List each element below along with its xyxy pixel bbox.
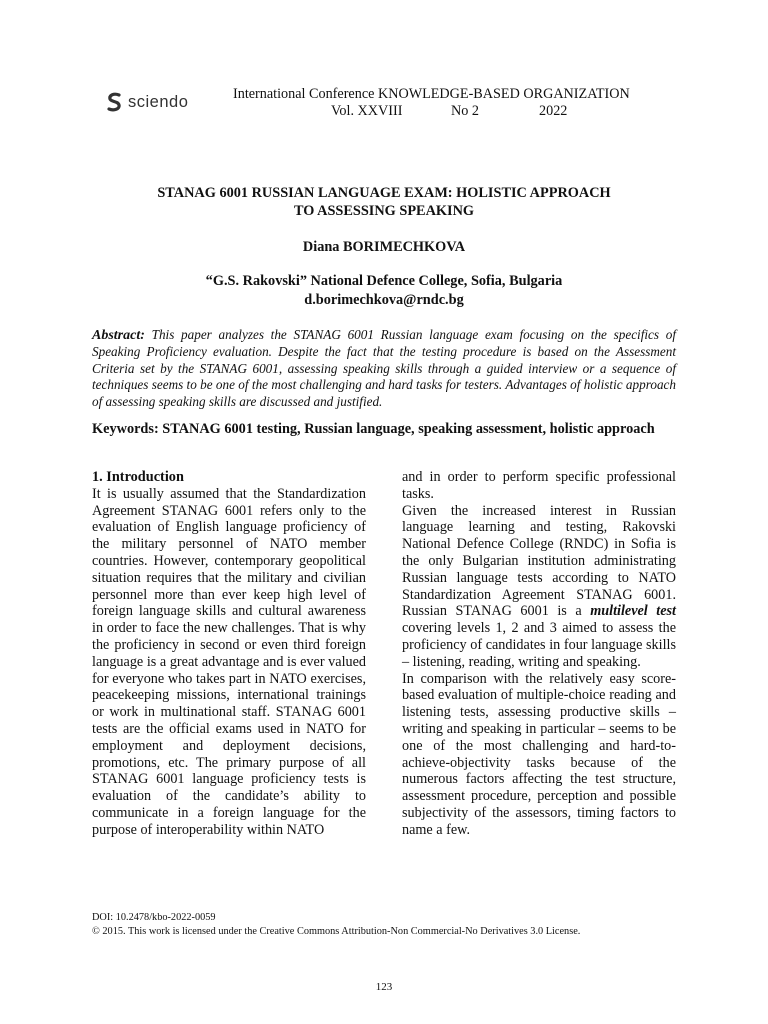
sciendo-logo	[106, 92, 188, 112]
right-paragraph-1: and in order to perform specific professional tasks.	[402, 469, 676, 502]
author-name: Diana BORIMECHKOVA	[302, 239, 466, 255]
volume: Vol. XXVIII	[331, 103, 403, 119]
abstract	[92, 327, 676, 410]
page-number: 123	[375, 981, 393, 993]
issue-number: No 2	[451, 103, 479, 119]
abstract-label: Abstract:	[92, 328, 145, 343]
affiliation: “G.S. Rakovski” National Defence College, Sofia, Bulgaria	[205, 273, 563, 289]
doi[interactable]: DOI: 10.2478/kbo-2022-0059	[92, 912, 216, 923]
conference-header	[233, 86, 630, 120]
title-line-1: STANAG 6001 RUSSIAN LANGUAGE EXAM: HOLISTIC APPROACH	[157, 185, 611, 201]
right-paragraph-3: In comparison with the relatively easy score-based evaluation of multiple-choice reading and listening tests, assessing productive skills – writing and speaking in particular – seems to be one of the most challenging and hard-to-achieve-objectivity tasks because of the numerous factors affecting the test structure, assessment procedure, perception and possible subjectivity of the assessors, timing factors to name a few.	[402, 670, 676, 838]
footer	[92, 911, 580, 939]
license-notice: © 2015. This work is licensed under the Creative Commons Attribution-Non Commercial-No Derivatives 3.0 License.	[92, 926, 581, 937]
sciendo-logo-icon	[106, 92, 123, 112]
affiliation-block	[0, 272, 768, 310]
left-paragraph: It is usually assumed that the Standardization Agreement STANAG 6001 refers only to the evaluation of English language proficiency of the military personnel of NATO member countries. However, contemporary geopolitical situation requires that the military and civilian personnel more than ever keep high level of foreign language skills and cultural awareness in order to face the new challenges. That is why the proficiency in second or even third foreign language is a great advantage and is ever valued for everyone who takes part in NATO exercises, peacekeeping missions, international trainings or work in multinational staff. STANAG 6001 tests are the official exams used in NATO for employment and deployment decisions, promotions, etc. The primary purpose of all STANAG 6001 language proficiency tests is evaluation of the candidate’s ability to communicate in a foreign language for the purpose of interoperability within NATO	[92, 485, 366, 838]
left-column	[92, 469, 366, 839]
right-column	[402, 469, 676, 839]
paper-title	[0, 184, 768, 220]
logo-text: sciendo	[128, 92, 189, 111]
emphasis-multilevel-test: multilevel test	[590, 603, 676, 620]
right-paragraph-2-start: Given the increased interest in Russian language learning and testing, Rakovski National Defence College (RNDC) in Sofia is the only Bulgarian institution administrating Russian language tests according to NATO Standardization Agreement STANAG 6001. Russian STANAG 6001 is a	[402, 502, 676, 620]
keywords: Keywords: STANAG 6001 testing, Russian language, speaking assessment, holistic approach	[92, 421, 655, 437]
volume-line	[331, 103, 630, 120]
conference-name: International Conference KNOWLEDGE-BASED ORGANIZATION	[233, 86, 630, 102]
year: 2022	[539, 103, 568, 119]
title-line-2: TO ASSESSING SPEAKING	[293, 203, 475, 219]
author-email[interactable]: d.borimechkova@rndc.bg	[304, 292, 464, 308]
section-heading: 1. Introduction	[92, 469, 184, 485]
right-paragraph-2	[402, 503, 676, 671]
right-paragraph-2-end: covering levels 1, 2 and 3 aimed to assess the proficiency of candidates in four language skills – listening, reading, writing and speaking.	[402, 620, 676, 670]
abstract-text: This paper analyzes the STANAG 6001 Russian language exam focusing on the specifics of Speaking Proficiency evaluation. Despite the fact that the testing procedure is based on the Assessment Criteria set by the STANAG 6001, assessing speaking skills through a guided interview or a sequence of techniques seems to be one of the most challenging and hard tasks for testers. Advantages of holistic approach of assessing speaking skills are discussed and justified.	[92, 327, 677, 409]
